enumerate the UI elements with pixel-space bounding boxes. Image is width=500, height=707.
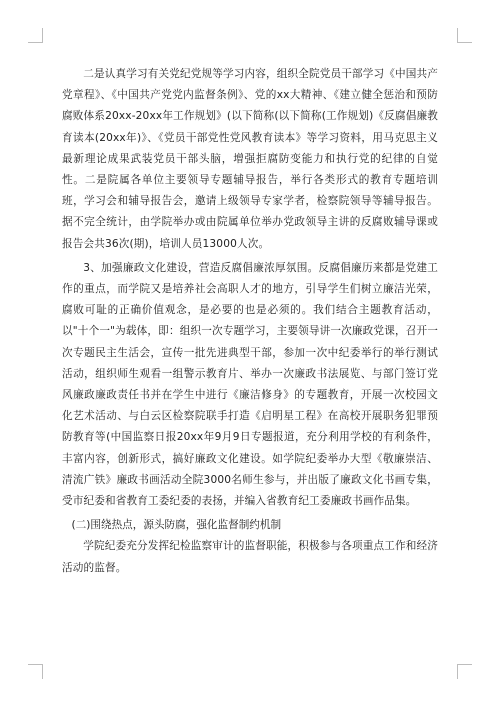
crop-mark-bottom-right [457,664,472,679]
crop-mark-bottom-left [28,664,43,679]
document-body [62,64,438,579]
paragraph-integrity-culture: 3、加强廉政文化建设，营造反腐倡廉浓厚氛围。反腐倡廉历来都是党建工作的重点，而学院又是培养社会高职人才的地方，引导学生们树立廉洁光荣，腐败可耻的正确价值观念，是必要的也是必须的。我们结合主题教育活动，以"十个一"为载体，即：组织一次专题学习，主要领导讲一次廉政党课，召开一次专题民主生活会，宣传一批先进典型干部，参加一次中纪委举行的举行测试活动，组织师生观看一组警示教育片、举办一次廉政书法展览、与部门签订党风廉政廉政责任书并在学生中进行《廉洁修身》的专题教育，开展一次校园文化艺术活动、与白云区检察院联手打造《启明星工程》在高校开展职务犯罪预防教育等(中国监察日报20xx年9月9日专题报道，充分利用学校的有利条件，丰富内容，创新形式，搞好廉政文化建设。如学院纪委举办大型《敬廉崇洁、清流广铁》廉政书画活动全院3000名师生参与，并出版了廉政文化书画专集，受市纪委和省教育工委纪委的表扬，并编入省教育纪工委廉政书画作品集。 [62,261,438,508]
paragraph-supervision: 学院纪委充分发挥纪检监察审计的监督职能，积极参与各项重点工作和经济活动的监督。 [62,540,438,574]
paragraph-study-content: 二是认真学习有关党纪党规等学习内容，组织全院党员干部学习《中国共产党章程》、《中国共产党党内监督条例》、党的xx大精神、《建立健全惩治和预防腐败体系20xx-20xx年工作规划》(以下简称(以下简称(工作规划)《反腐倡廉教育读本(20xx年)》、《党员干部党性党风教育读本》等学习资料，用马克思主义最新理论成果武装党员干部头脑，增强拒腐防变能力和执行党的纪律的自觉性。二是院属各单位主要领导专题辅导报告，举行各类形式的教育专题培训班，学习会和辅导报告会，邀请上级领导专家学者，检察院领导等辅导报告。据不完全统计，由学院举办或由院属单位举办党政领导主讲的反腐败辅导课或报告会共36次(期)，培训人员13000人次。 [62,68,438,250]
section-heading: (二)围绕热点，源头防腐，强化监督制约机制 [71,519,282,532]
crop-mark-top-left [28,28,43,43]
crop-mark-top-right [457,28,472,43]
